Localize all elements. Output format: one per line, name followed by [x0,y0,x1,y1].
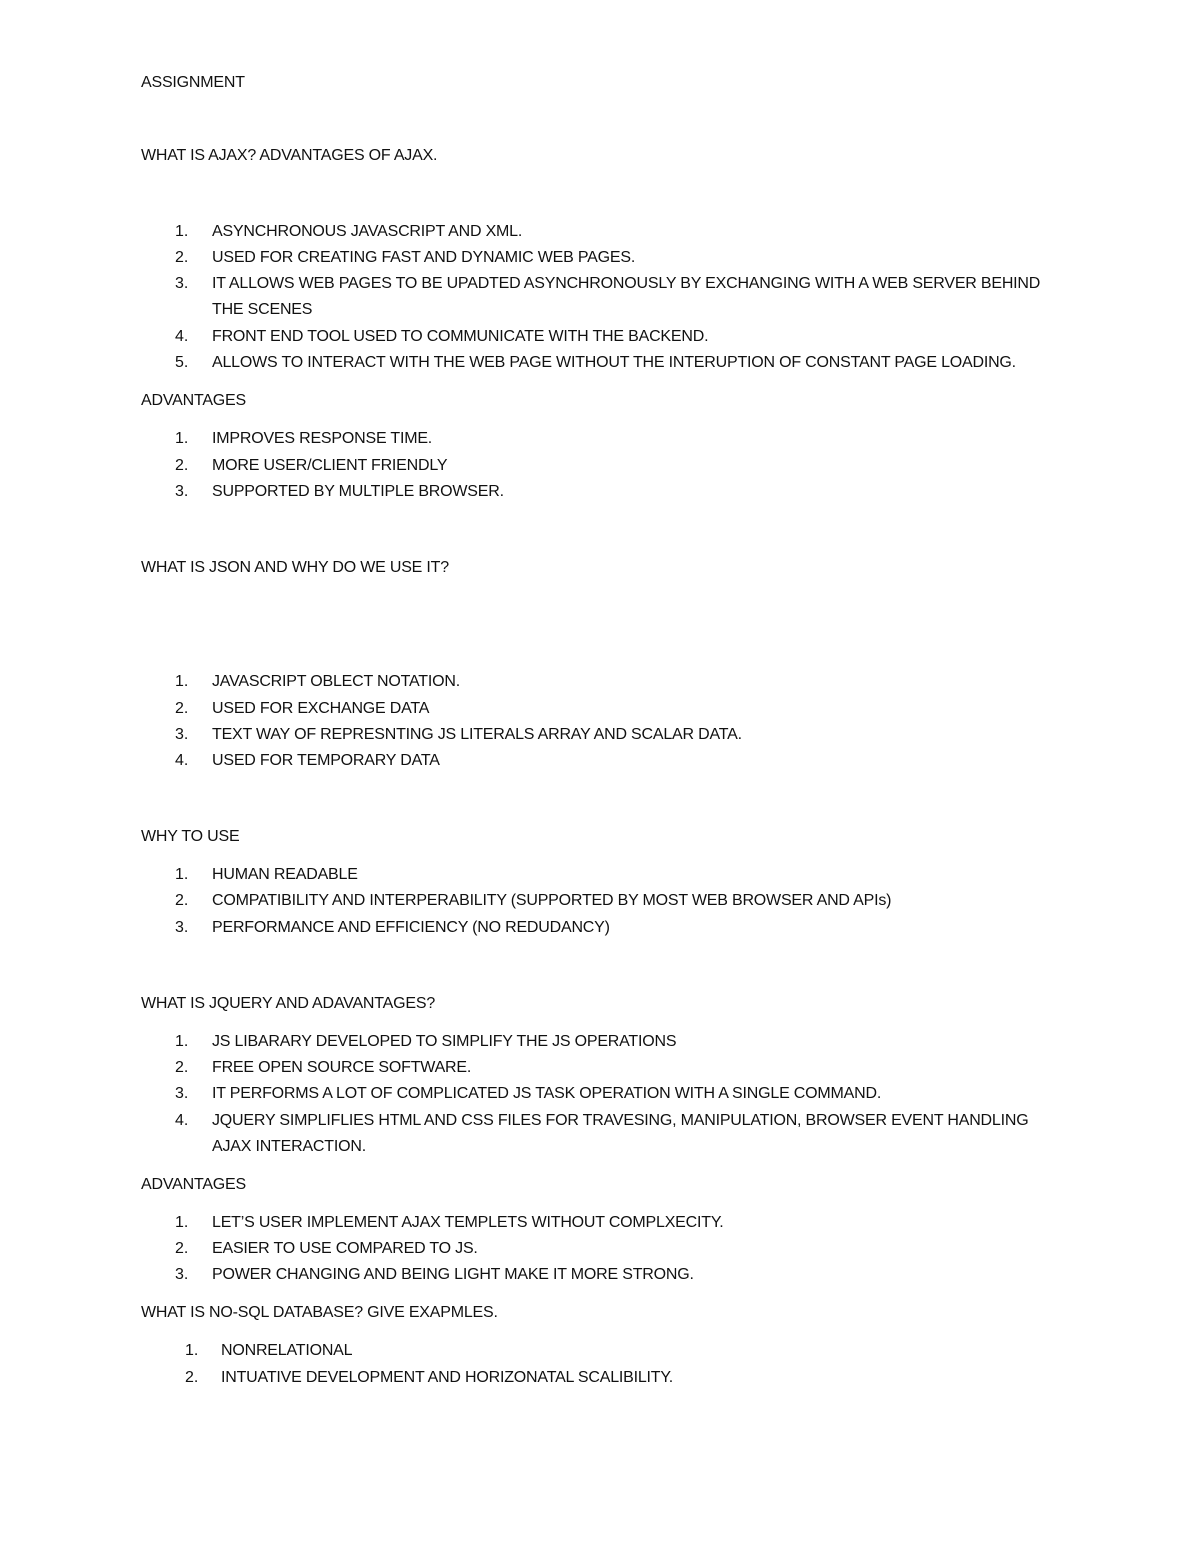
list-item: USED FOR CREATING FAST AND DYNAMIC WEB PAGES. [212,249,636,266]
question-heading-json: WHAT IS JSON AND WHY DO WE USE IT? [141,559,449,576]
list-item: IT ALLOWS WEB PAGES TO BE UPADTED ASYNCHRONOUSLY BY EXCHANGING WITH A WEB SERVER BEHIND [212,275,1041,292]
list-number: 1. [175,223,189,240]
section-heading-advantages: ADVANTAGES [141,1176,246,1193]
list-number: 3. [175,1085,189,1102]
list-item: HUMAN READABLE [212,866,358,883]
list-item: SUPPORTED BY MULTIPLE BROWSER. [212,483,504,500]
list-item: MORE USER/CLIENT FRIENDLY [212,457,448,474]
list-number: 4. [175,752,189,769]
list-item: ALLOWS TO INTERACT WITH THE WEB PAGE WITHOUT THE INTERUPTION OF CONSTANT PAGE LOADING. [212,354,1016,371]
question-heading-jquery: WHAT IS JQUERY AND ADAVANTAGES? [141,995,436,1012]
list-number: 1. [175,1214,189,1231]
list-number: 2. [175,1240,189,1257]
list-item: JQUERY SIMPLIFLIES HTML AND CSS FILES FOR TRAVESING, MANIPULATION, BROWSER EVENT HANDLING [212,1112,1029,1129]
list-number: 3. [175,919,189,936]
list-item: COMPATIBILITY AND INTERPERABILITY (SUPPORTED BY MOST WEB BROWSER AND APIs) [212,892,892,909]
list-item: JS LIBARARY DEVELOPED TO SIMPLIFY THE JS OPERATIONS [212,1033,677,1050]
list-number: 2. [175,700,189,717]
list-item: ASYNCHRONOUS JAVASCRIPT AND XML. [212,223,523,240]
list-number: 3. [175,483,189,500]
list-number: 1. [175,866,189,883]
list-number: 2. [175,892,189,909]
list-number: 2. [175,249,189,266]
list-number: 1. [175,673,189,690]
list-item: USED FOR TEMPORARY DATA [212,752,440,769]
list-number: 4. [175,328,189,345]
list-number: 4. [175,1112,189,1129]
list-number: 5. [175,354,189,371]
document-title: ASSIGNMENT [141,74,245,91]
list-number: 2. [185,1369,199,1386]
list-item-continuation: THE SCENES [212,301,313,318]
section-heading-why-to-use: WHY TO USE [141,828,240,845]
list-item: PERFORMANCE AND EFFICIENCY (NO REDUDANCY) [212,919,610,936]
list-number: 3. [175,726,189,743]
list-item-continuation: AJAX INTERACTION. [212,1138,366,1155]
question-heading-ajax: WHAT IS AJAX? ADVANTAGES OF AJAX. [141,147,438,164]
list-item: IMPROVES RESPONSE TIME. [212,430,433,447]
list-number: 1. [175,430,189,447]
list-number: 3. [175,275,189,292]
list-number: 2. [175,457,189,474]
list-number: 3. [175,1266,189,1283]
list-item: EASIER TO USE COMPARED TO JS. [212,1240,478,1257]
list-item: INTUATIVE DEVELOPMENT AND HORIZONATAL SCALIBILITY. [221,1369,674,1386]
question-heading-nosql: WHAT IS NO-SQL DATABASE? GIVE EXAPMLES. [141,1304,498,1321]
list-item: IT PERFORMS A LOT OF COMPLICATED JS TASK OPERATION WITH A SINGLE COMMAND. [212,1085,882,1102]
section-heading-advantages: ADVANTAGES [141,392,246,409]
list-number: 1. [175,1033,189,1050]
list-item: USED FOR EXCHANGE DATA [212,700,430,717]
list-item: FREE OPEN SOURCE SOFTWARE. [212,1059,472,1076]
list-item: TEXT WAY OF REPRESNTING JS LITERALS ARRAY AND SCALAR DATA. [212,726,742,743]
list-number: 1. [185,1342,199,1359]
list-item: LET’S USER IMPLEMENT AJAX TEMPLETS WITHOUT COMPLXECITY. [212,1214,724,1231]
list-item: NONRELATIONAL [221,1342,353,1359]
list-item: FRONT END TOOL USED TO COMMUNICATE WITH THE BACKEND. [212,328,709,345]
list-item: POWER CHANGING AND BEING LIGHT MAKE IT MORE STRONG. [212,1266,694,1283]
list-item: JAVASCRIPT OBLECT NOTATION. [212,673,460,690]
list-number: 2. [175,1059,189,1076]
